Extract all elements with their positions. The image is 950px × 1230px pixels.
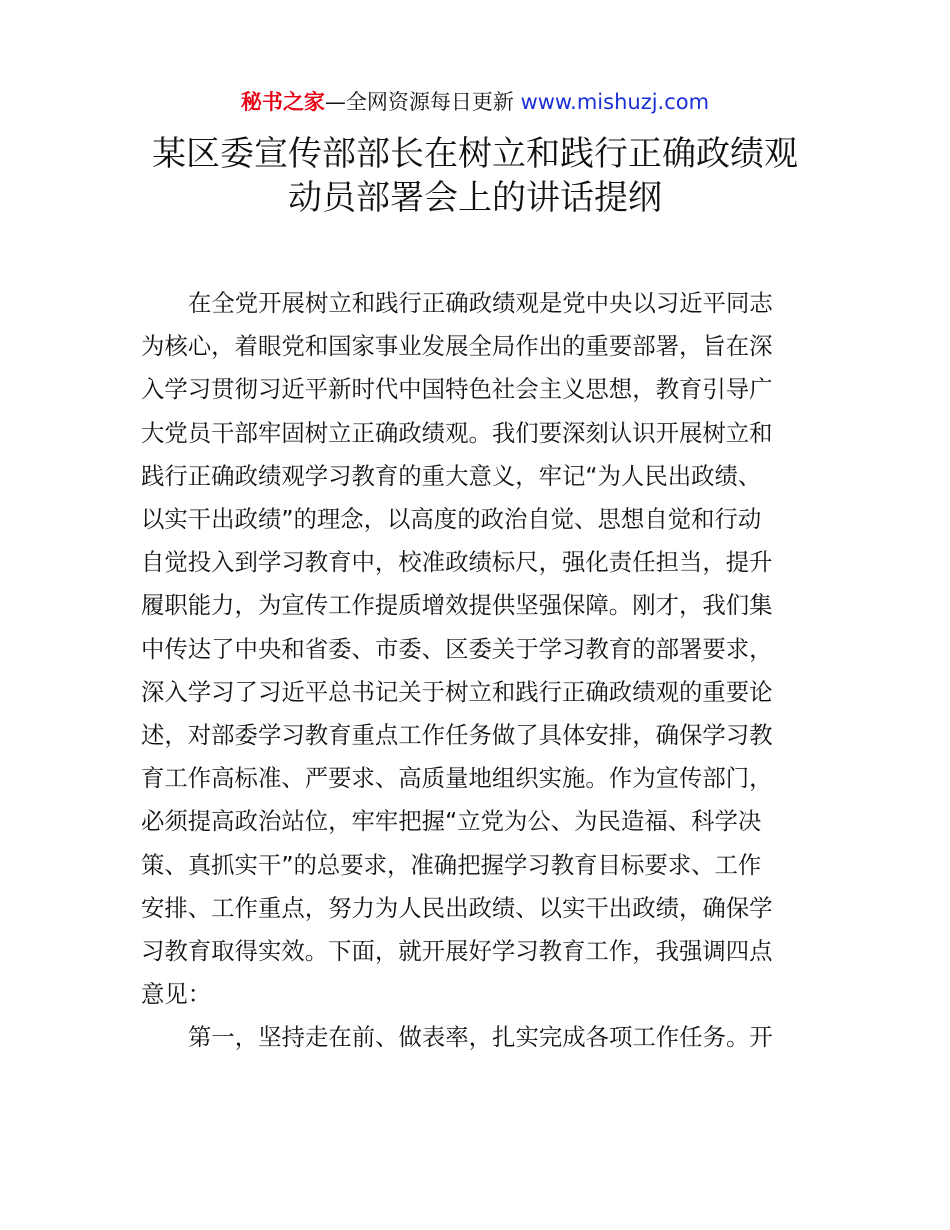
body-line: 策、真抓实干”的总要求，准确把握学习教育目标要求、工作 (141, 850, 762, 879)
title-line-1: 某区委宣传部部长在树立和践行正确政绩观 (152, 134, 798, 174)
body-line: 习教育取得实效。下面，就开展好学习教育工作，我强调四点 (141, 937, 773, 966)
site-url-link[interactable]: www.mishuzj.com (520, 90, 710, 114)
body-line: 意见： (141, 980, 212, 1009)
site-header (0, 88, 950, 116)
body-line: 践行正确政绩观学习教育的重大意义，牢记“为人民出政绩、 (141, 461, 762, 490)
document-title (0, 132, 950, 220)
body-line: 述，对部委学习教育重点工作任务做了具体安排，确保学习教 (141, 721, 773, 750)
body-line: 大党员干部牢固树立正确政绩观。我们要深刻认识开展树立和 (141, 418, 773, 447)
body-line: 履职能力，为宣传工作提质增效提供坚强保障。刚才，我们集 (141, 591, 773, 620)
site-tagline: —全网资源每日更新 (324, 90, 521, 114)
body-line: 在全党开展树立和践行正确政绩观是党中央以习近平同志 (188, 289, 773, 317)
body-line: 第一，坚持走在前、做表率，扎实完成各项工作任务。开 (188, 1023, 773, 1052)
body-line: 入学习贯彻习近平新时代中国特色社会主义思想，教育引导广 (141, 375, 773, 404)
body-line: 自觉投入到学习教育中，校准政绩标尺，强化责任担当，提升 (141, 548, 773, 577)
body-line: 中传达了中央和省委、市委、区委关于学习教育的部署要求， (141, 634, 773, 663)
paragraph-2 (141, 1016, 813, 1059)
body-line: 必须提高政治站位，牢牢把握“立党为公、为民造福、科学决 (141, 807, 762, 836)
body-line: 安排、工作重点，努力为人民出政绩、以实干出政绩，确保学 (141, 893, 773, 922)
document-body (141, 282, 813, 1060)
body-line: 为核心，着眼党和国家事业发展全局作出的重要部署，旨在深 (141, 332, 773, 361)
body-line: 深入学习了习近平总书记关于树立和践行正确政绩观的重要论 (141, 677, 773, 706)
body-line: 育工作高标准、严要求、高质量地组织实施。作为宣传部门， (141, 764, 773, 793)
title-line-2: 动员部署会上的讲话提纲 (288, 178, 662, 218)
body-line: 以实干出政绩”的理念，以高度的政治自觉、思想自觉和行动 (141, 505, 762, 534)
site-brand: 秘书之家 (240, 90, 325, 114)
paragraph-1 (141, 282, 813, 1016)
